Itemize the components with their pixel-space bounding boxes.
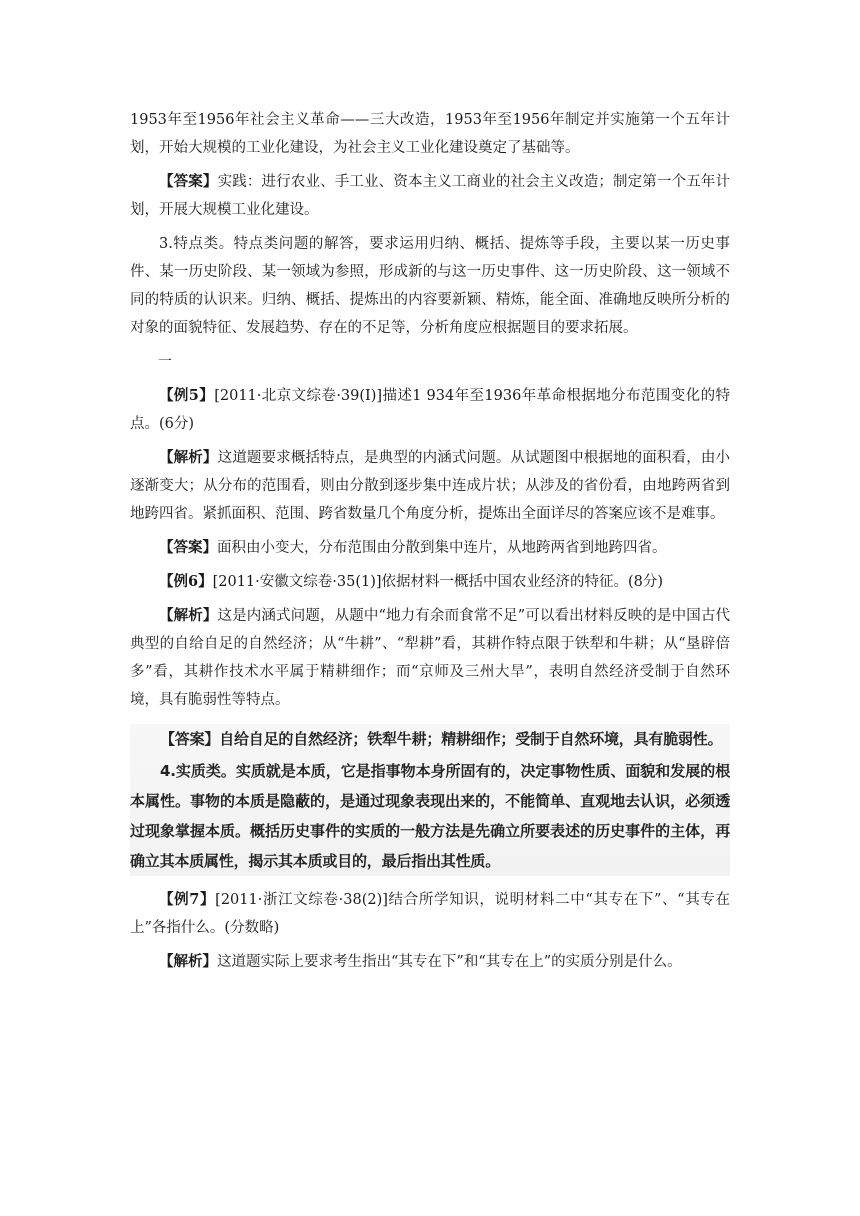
stray-dash: 一	[158, 354, 172, 370]
example-text: [2011·北京文综卷·39(I)]描述1 934年至1936年革命根据地分布范围变化的特点。(6分)	[130, 388, 730, 432]
paragraph-characteristics-type: 3.特点类。特点类问题的解答，要求运用归纳、概括、提炼等手段，主要以某一历史事件、某一历史阶段、某一领域为参照，形成新的与这一历史事件、这一历史阶段、这一领域不同的特质的认识来。归纳、概括、提炼出的内容要新颖、精炼，能全面、准确地反映所分析的对象的面貌特征、发展趋势、存在的不足等，分析角度应根据题目的要求拓展。	[130, 236, 730, 336]
example-text: [2011·安徽文综卷·35(1)]依据材料一概括中国农业经济的特征。(8分)	[212, 574, 664, 590]
analysis-text: 这是内涵式问题，从题中“地力有余而食常不足”可以看出材料反映的是中国古代典型的自给自足的自然经济；从“牛耕”、“犁耕”看，其耕作特点限于铁犁和牛耕；从“垦辟倍多”看，其耕作技术水平属于精耕细作；而“京师及三州大旱”，表明自然经济受制于自然环境，具有脆弱性等特点。	[130, 608, 730, 708]
paragraph-reform-summary: 1953年至1956年社会主义革命——三大改造，1953年至1956年制定并实施第一个五年计划，开始大规模的工业化建设，为社会主义工业化建设奠定了基础等。	[130, 112, 730, 156]
scanned-text-block	[130, 724, 730, 876]
answer-text: 实践：进行农业、手工业、资本主义工商业的社会主义改造；制定第一个五年计划，开展大规模工业化建设。	[130, 174, 731, 218]
analysis-label: 【解析】	[159, 953, 217, 970]
paragraph-example-7	[130, 886, 730, 942]
document-body	[130, 106, 730, 982]
paragraph-analysis-6	[130, 602, 730, 714]
paragraph-answer-5	[130, 534, 730, 562]
scanned-answer-6: 【答案】自给自足的自然经济；铁犁牛耕；精耕细作；受制于自然环境，具有脆弱性。	[160, 730, 723, 748]
answer-label: 【答案】	[159, 539, 217, 556]
scanned-essence-type: 4.实质类。实质就是本质，它是指事物本身所固有的，决定事物性质、面貌和发展的根本属性。事物的本质是隐蔽的，是通过现象表现出来的，不能简单、直观地去认识，必须透过现象掌握本质。概括历史事件的实质的一般方法是先确立所要表述的历史事件的主体，再确立其本质属性，揭示其本质或目的，最后指出其性质。	[130, 762, 730, 870]
paragraph-example-6	[130, 568, 730, 596]
paragraph-analysis-7	[130, 948, 730, 976]
paragraph-answer-1	[130, 168, 730, 224]
analysis-label: 【解析】	[159, 607, 218, 624]
example-label: 【例7】	[159, 891, 216, 908]
analysis-text: 这道题要求概括特点，是典型的内涵式问题。从试题图中根据地的面积看，由小逐渐变大；从分布的范围看，则由分散到逐步集中连成片状；从涉及的省份看，由地跨两省到地跨四省。紧抓面积、范围、跨省数量几个角度分析，提炼出全面详尽的答案应该不是难事。	[130, 450, 731, 522]
example-label: 【例6】	[159, 573, 213, 590]
paragraph-example-5	[130, 382, 730, 438]
paragraph-analysis-5	[130, 444, 730, 528]
answer-label: 【答案】	[159, 173, 218, 190]
example-text: [2011·浙江文综卷·38(2)]结合所学知识，说明材料二中“其专在下”、“其专在上”各指什么。(分数略)	[130, 892, 730, 936]
example-label: 【例5】	[159, 387, 215, 404]
analysis-label: 【解析】	[159, 449, 218, 466]
answer-text: 面积由小变大，分布范围由分散到集中连片，从地跨两省到地跨四省。	[217, 540, 667, 556]
analysis-text: 这道题实际上要求考生指出“其专在下”和“其专在上”的实质分别是什么。	[217, 954, 682, 970]
